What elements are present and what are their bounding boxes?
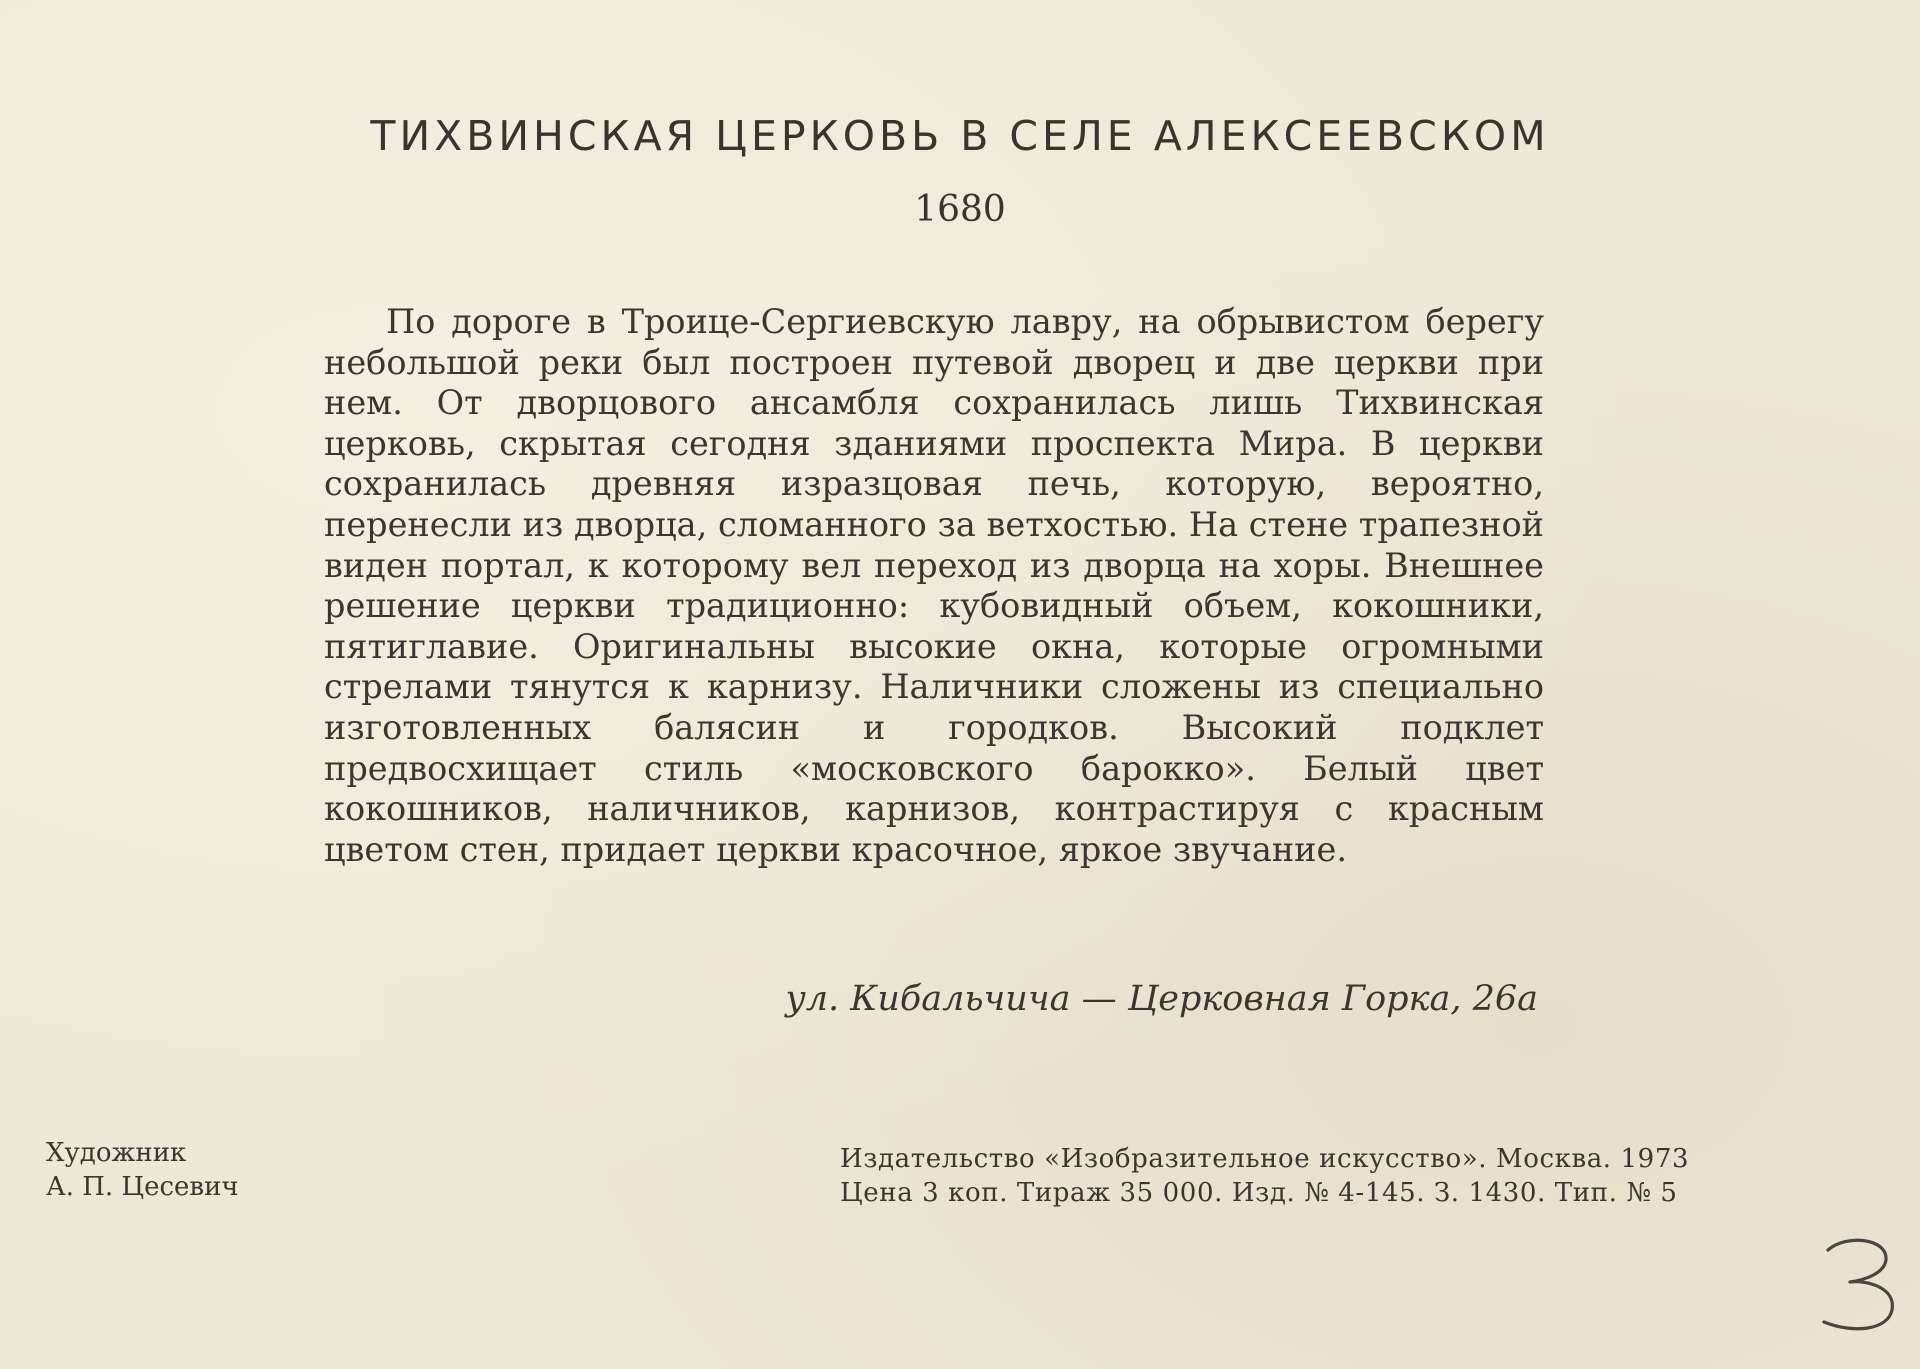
artist-label: Художник — [46, 1138, 187, 1168]
artist-credit — [46, 1136, 239, 1204]
year-label: 1680 — [914, 189, 1006, 230]
imprint-line-1: Издательство «Изобразительное искусство». Москва. 1973 — [840, 1144, 1690, 1174]
publisher-imprint — [840, 1142, 1689, 1210]
body-paragraph: По дороге в Троице-Сергиевскую лавру, на обрывистом берегу небольшой реки был построен путевой дворец и две церкви при нем. От дворцового ансамбля сохранилась лишь Тихвинская церковь, скрытая сегодня зданиями проспекта Мира. В церкви сохранилась древняя изразцовая печь, которую, вероятно, перенесли из дворца, сломанного за ветхостью. На стене трапезной виден портал, к которому вел переход из дворца на хоры. Внешнее решение церкви традиционно: кубовидный объем, кокошники, пятиглавие. Оригинальны высокие окна, которые огромными стрелами тянутся к карнизу. Наличники сложены из специально изготовленных балясин и городков. Высокий подклет предвосхищает стиль «московского барокко». Белый цвет кокошников, наличников, карнизов, контрастируя с красным цветом стен, придает церкви красочное, яркое звучание. — [324, 302, 1544, 869]
imprint-line-2: Цена 3 коп. Тираж 35 000. Изд. № 4-145. З. 1430. Тип. № 5 — [840, 1178, 1678, 1208]
address-line: ул. Кибальчича — Церковная Горка, 26а — [785, 979, 1538, 1019]
page-title: ТИХВИНСКАЯ ЦЕРКОВЬ В СЕЛЕ АЛЕКСЕЕВСКОМ — [370, 112, 1550, 160]
artist-name: А. П. Цесевич — [46, 1172, 239, 1202]
handwritten-page-number — [1806, 1230, 1906, 1340]
